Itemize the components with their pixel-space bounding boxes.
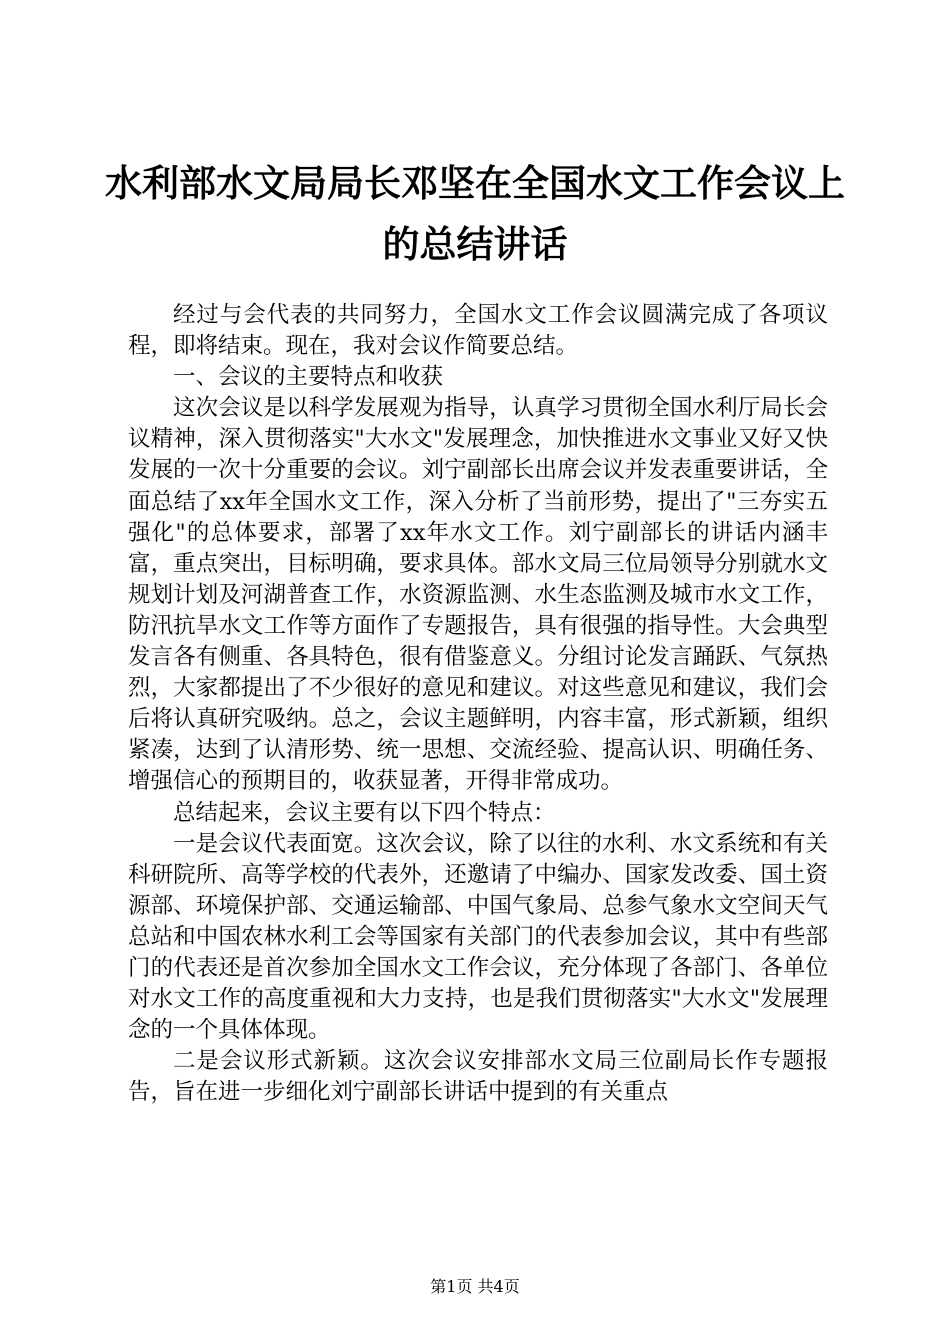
document-title-line-1: 水利部水文局局长邓坚在全国水文工作会议上 [105, 161, 845, 205]
document-title-line-2: 的总结讲话 [382, 222, 568, 266]
document-body [128, 300, 828, 1108]
paragraph-intro: 经过与会代表的共同努力，全国水文工作会议圆满完成了各项议程，即将结束。现在，我对会议作简要总结。 [128, 302, 828, 360]
paragraph-point-one: 一是会议代表面宽。这次会议，除了以往的水利、水文系统和有关科研院所、高等学校的代表外，还邀请了中编办、国家发改委、国土资源部、环境保护部、交通运输部、中国气象局、总参气象水文空间天气总站和中国农林水利工会等国家有关部门的代表参加会议，其中有些部门的代表还是首次参加全国水文工作会议，充分体现了各部门、各单位对水文工作的高度重视和大力支持，也是我们贯彻落实"大水文"发展理念的一个具体体现。 [128, 830, 828, 1044]
paragraph-meeting-overview: 这次会议是以科学发展观为指导，认真学习贯彻全国水利厅局长会议精神，深入贯彻落实"大水文"发展理念，加快推进水文事业又好又快发展的一次十分重要的会议。刘宁副部长出席会议并发表重要讲话，全面总结了xx年全国水文工作，深入分析了当前形势，提出了"三夯实五强化"的总体要求，部署了xx年水文工作。刘宁副部长的讲话内涵丰富，重点突出，目标明确，要求具体。部水文局三位局领导分别就水文规划计划及河湖普查工作，水资源监测、水生态监测及城市水文工作，防汛抗旱水文工作等方面作了专题报告，具有很强的指导性。大会典型发言各有侧重、各具特色，很有借鉴意义。分组讨论发言踊跃、气氛热烈，大家都提出了不少很好的意见和建议。对这些意见和建议，我们会后将认真研究吸纳。总之，会议主题鲜明，内容丰富，形式新颖，组织紧凑，达到了认清形势、统一思想、交流经验、提高认识、明确任务、增强信心的预期目的，收获显著，开得非常成功。 [128, 395, 828, 795]
paragraph-summary-lead: 总结起来，会议主要有以下四个特点： [173, 799, 556, 826]
paragraph-point-two: 二是会议形式新颖。这次会议安排部水文局三位副局长作专题报告，旨在进一步细化刘宁副部长讲话中提到的有关重点 [128, 1048, 828, 1106]
section-heading: 一、会议的主要特点和收获 [173, 364, 444, 391]
page-number-footer: 第1页 共4页 [430, 1277, 520, 1296]
